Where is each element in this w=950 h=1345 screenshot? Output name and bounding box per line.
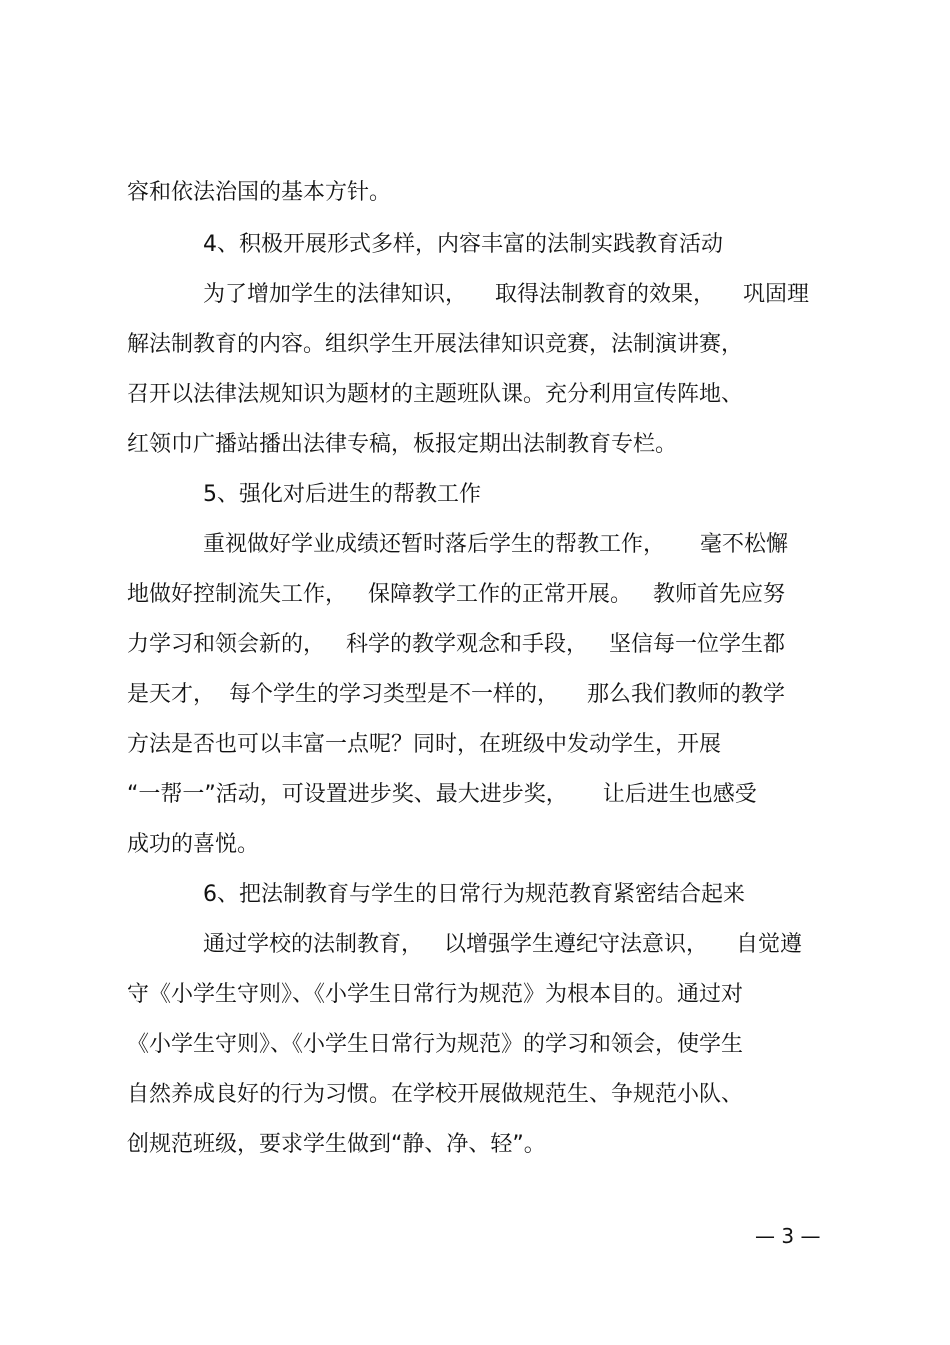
- text-line: 召开以法律法规知识为题材的主题班队课。充分利用宣传阵地、: [127, 382, 744, 407]
- text-line: 通过学校的法制教育， 以增强学生遵纪守法意识， 自觉遵: [203, 932, 802, 957]
- text-line: 容和依法治国的基本方针。: [127, 180, 392, 205]
- text-line: 地做好控制流失工作， 保障教学工作的正常开展。 教师首先应努: [127, 582, 785, 607]
- text-line: 力学习和领会新的， 科学的教学观念和手段， 坚信每一位学生都: [127, 632, 785, 657]
- text-line: 重视做好学业成绩还暂时落后学生的帮教工作， 毫不松懈: [203, 532, 788, 557]
- text-line: 守《小学生守则》、《小学生日常行为规范》为根本目的。通过对: [127, 982, 744, 1007]
- text-line: 创规范班级，要求学生做到“静、净、轻”。: [127, 1132, 546, 1157]
- text-line: 解法制教育的内容。组织学生开展法律知识竞赛，法制演讲赛，: [127, 332, 744, 357]
- text-line: 方法是否也可以丰富一点呢？同时，在班级中发动学生，开展: [127, 732, 722, 757]
- text-line: 自然养成良好的行为习惯。在学校开展做规范生、争规范小队、: [127, 1082, 744, 1107]
- text-line: 为了增加学生的法律知识， 取得法制教育的效果， 巩固理: [203, 282, 809, 307]
- text-line: 红领巾广播站播出法律专稿，板报定期出法制教育专栏。: [127, 432, 678, 457]
- page-number: — 3 —: [755, 1224, 821, 1248]
- text-line: “一帮一”活动，可设置进步奖、最大进步奖， 让后进生也感受: [127, 782, 757, 807]
- section-heading: 6、把法制教育与学生的日常行为规范教育紧密结合起来: [203, 882, 745, 907]
- text-line: 《小学生守则》、《小学生日常行为规范》的学习和领会，使学生: [127, 1032, 744, 1057]
- section-heading: 5、强化对后进生的帮教工作: [203, 482, 481, 507]
- text-line: 是天才， 每个学生的学习类型是不一样的， 那么我们教师的教学: [127, 682, 785, 707]
- text-line: 成功的喜悦。: [127, 832, 260, 857]
- section-heading: 4、积极开展形式多样，内容丰富的法制实践教育活动: [203, 232, 723, 257]
